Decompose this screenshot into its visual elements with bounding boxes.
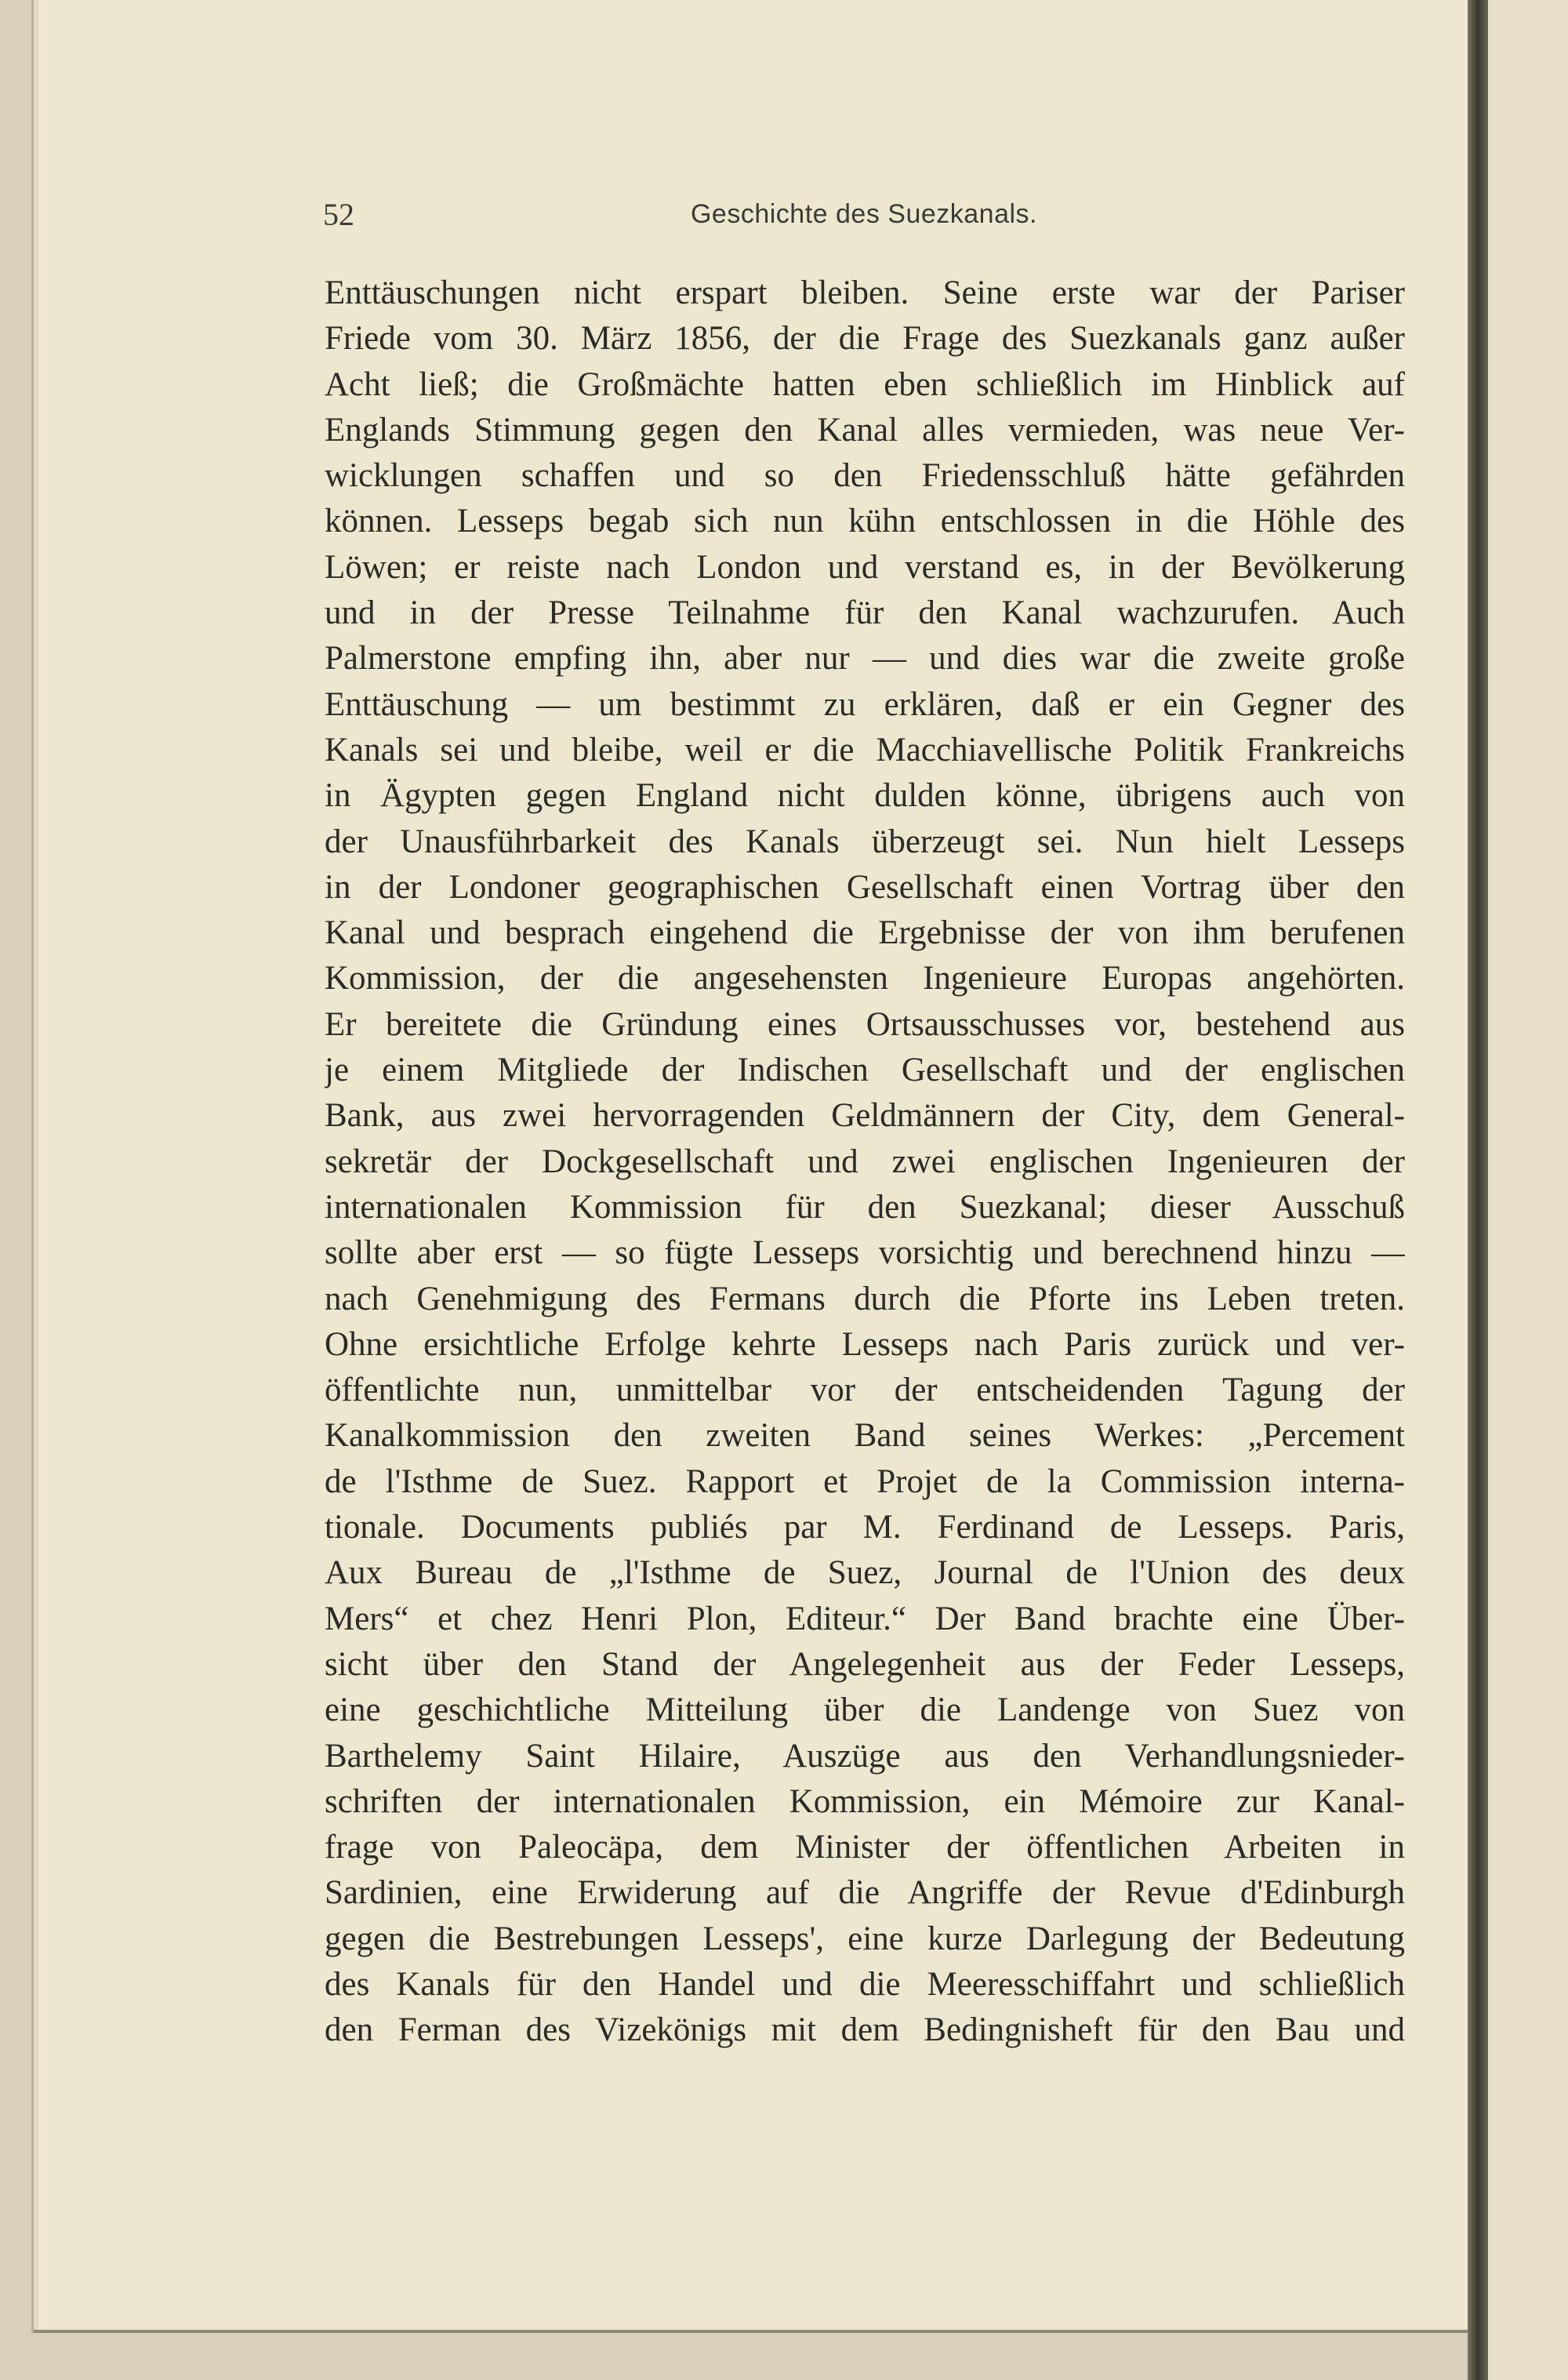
text-line: je einem Mitgliede der Indischen Gesellschaft und der englischen — [325, 1052, 1405, 1089]
text-line: öffentlichte nun, unmittelbar vor der entscheidenden Tagung der — [325, 1372, 1405, 1409]
text-line: tionale. Documents publiés par M. Ferdinand de Lesseps. Paris, — [325, 1509, 1405, 1546]
book-gutter — [1468, 0, 1488, 2380]
text-line: in Ägypten gegen England nicht dulden könne, übrigens auch von — [325, 777, 1405, 815]
text-line: sicht über den Stand der Angelegenheit aus der Feder Lesseps, — [325, 1645, 1405, 1683]
text-line: Englands Stimmung gegen den Kanal alles vermieden, was neue Ver- — [325, 411, 1405, 449]
page-header — [323, 196, 1405, 243]
text-line: Kommission, der die angesehensten Ingenieure Europas angehörten. — [325, 960, 1405, 997]
text-line: sekretär der Dockgesellschaft und zwei englischen Ingenieuren der — [325, 1143, 1405, 1180]
text-line: Kanals sei und bleibe, weil er die Macchiavellische Politik Frankreichs — [325, 731, 1405, 769]
text-line: wicklungen schaffen und so den Friedensschluß hätte gefährden — [325, 457, 1405, 495]
text-line: können. Lesseps begab sich nun kühn entschlossen in die Höhle des — [325, 503, 1405, 540]
text-line: Enttäuschung — um bestimmt zu erklären, daß er ein Gegner des — [325, 685, 1405, 723]
text-line: schriften der internationalen Kommission, ein Mémoire zur Kanal- — [325, 1782, 1405, 1820]
text-line: eine geschichtliche Mitteilung über die Landenge von Suez von — [325, 1691, 1405, 1729]
text-line: Bank, aus zwei hervorragenden Geldmännern der City, dem General- — [325, 1097, 1405, 1135]
text-line: in der Londoner geographischen Gesellschaft einen Vortrag über den — [325, 868, 1405, 906]
text-line: Palmerstone empfing ihn, aber nur — und dies war die zweite große — [325, 640, 1405, 678]
text-line: Mers“ et chez Henri Plon, Editeur.“ Der Band brachte eine Über- — [325, 1600, 1405, 1637]
text-line: Kanalkommission den zweiten Band seines Werkes: „Percement — [325, 1417, 1405, 1455]
adjacent-page-edge — [1488, 0, 1568, 2380]
text-line: nach Genehmigung des Fermans durch die Pforte ins Leben treten. — [325, 1280, 1405, 1317]
page-number: 52 — [323, 197, 354, 232]
body-text — [325, 271, 1405, 2054]
text-line: Er bereitete die Gründung eines Ortsausschusses vor, bestehend aus — [325, 1005, 1405, 1043]
running-title: Geschichte des Suezkanals. — [690, 199, 1038, 229]
text-line: gegen die Bestrebungen Lesseps', eine kurze Darlegung der Bedeutung — [325, 1920, 1405, 1957]
text-line: den Ferman des Vizekönigs mit dem Bedingnisheft für den Bau und — [325, 2011, 1405, 2049]
text-line: de l'Isthme de Suez. Rapport et Projet de la Commission interna- — [325, 1463, 1405, 1500]
text-line: sollte aber erst — so fügte Lesseps vorsichtig und berechnend hinzu — — [325, 1234, 1405, 1272]
text-line: der Unausführbarkeit des Kanals überzeugt sei. Nun hielt Lesseps — [325, 823, 1405, 860]
text-line: internationalen Kommission für den Suezkanal; dieser Ausschuß — [325, 1188, 1405, 1226]
text-line: und in der Presse Teilnahme für den Kanal wachzurufen. Auch — [325, 594, 1405, 632]
text-line: Acht ließ; die Großmächte hatten eben schließlich im Hinblick auf — [325, 365, 1405, 403]
text-line: Friede vom 30. März 1856, der die Frage des Suezkanals ganz außer — [325, 320, 1405, 358]
text-line: Kanal und besprach eingehend die Ergebnisse der von ihm berufenen — [325, 914, 1405, 952]
text-line: Enttäuschungen nicht erspart bleiben. Seine erste war der Pariser — [325, 274, 1405, 311]
text-line: Löwen; er reiste nach London und verstand es, in der Bevölkerung — [325, 548, 1405, 586]
page-bottom-edge — [34, 2330, 1480, 2333]
text-line: Aux Bureau de „l'Isthme de Suez, Journal de l'Union des deux — [325, 1554, 1405, 1592]
text-line: des Kanals für den Handel und die Meeresschiffahrt und schließlich — [325, 1965, 1405, 2003]
text-line: frage von Paleocäpa, dem Minister der öffentlichen Arbeiten in — [325, 1829, 1405, 1866]
text-line: Sardinien, eine Erwiderung auf die Angriffe der Revue d'Edinburgh — [325, 1874, 1405, 1912]
text-line: Barthelemy Saint Hilaire, Auszüge aus den Verhandlungsnieder- — [325, 1737, 1405, 1775]
text-line: Ohne ersichtliche Erfolge kehrte Lesseps nach Paris zurück und ver- — [325, 1325, 1405, 1363]
